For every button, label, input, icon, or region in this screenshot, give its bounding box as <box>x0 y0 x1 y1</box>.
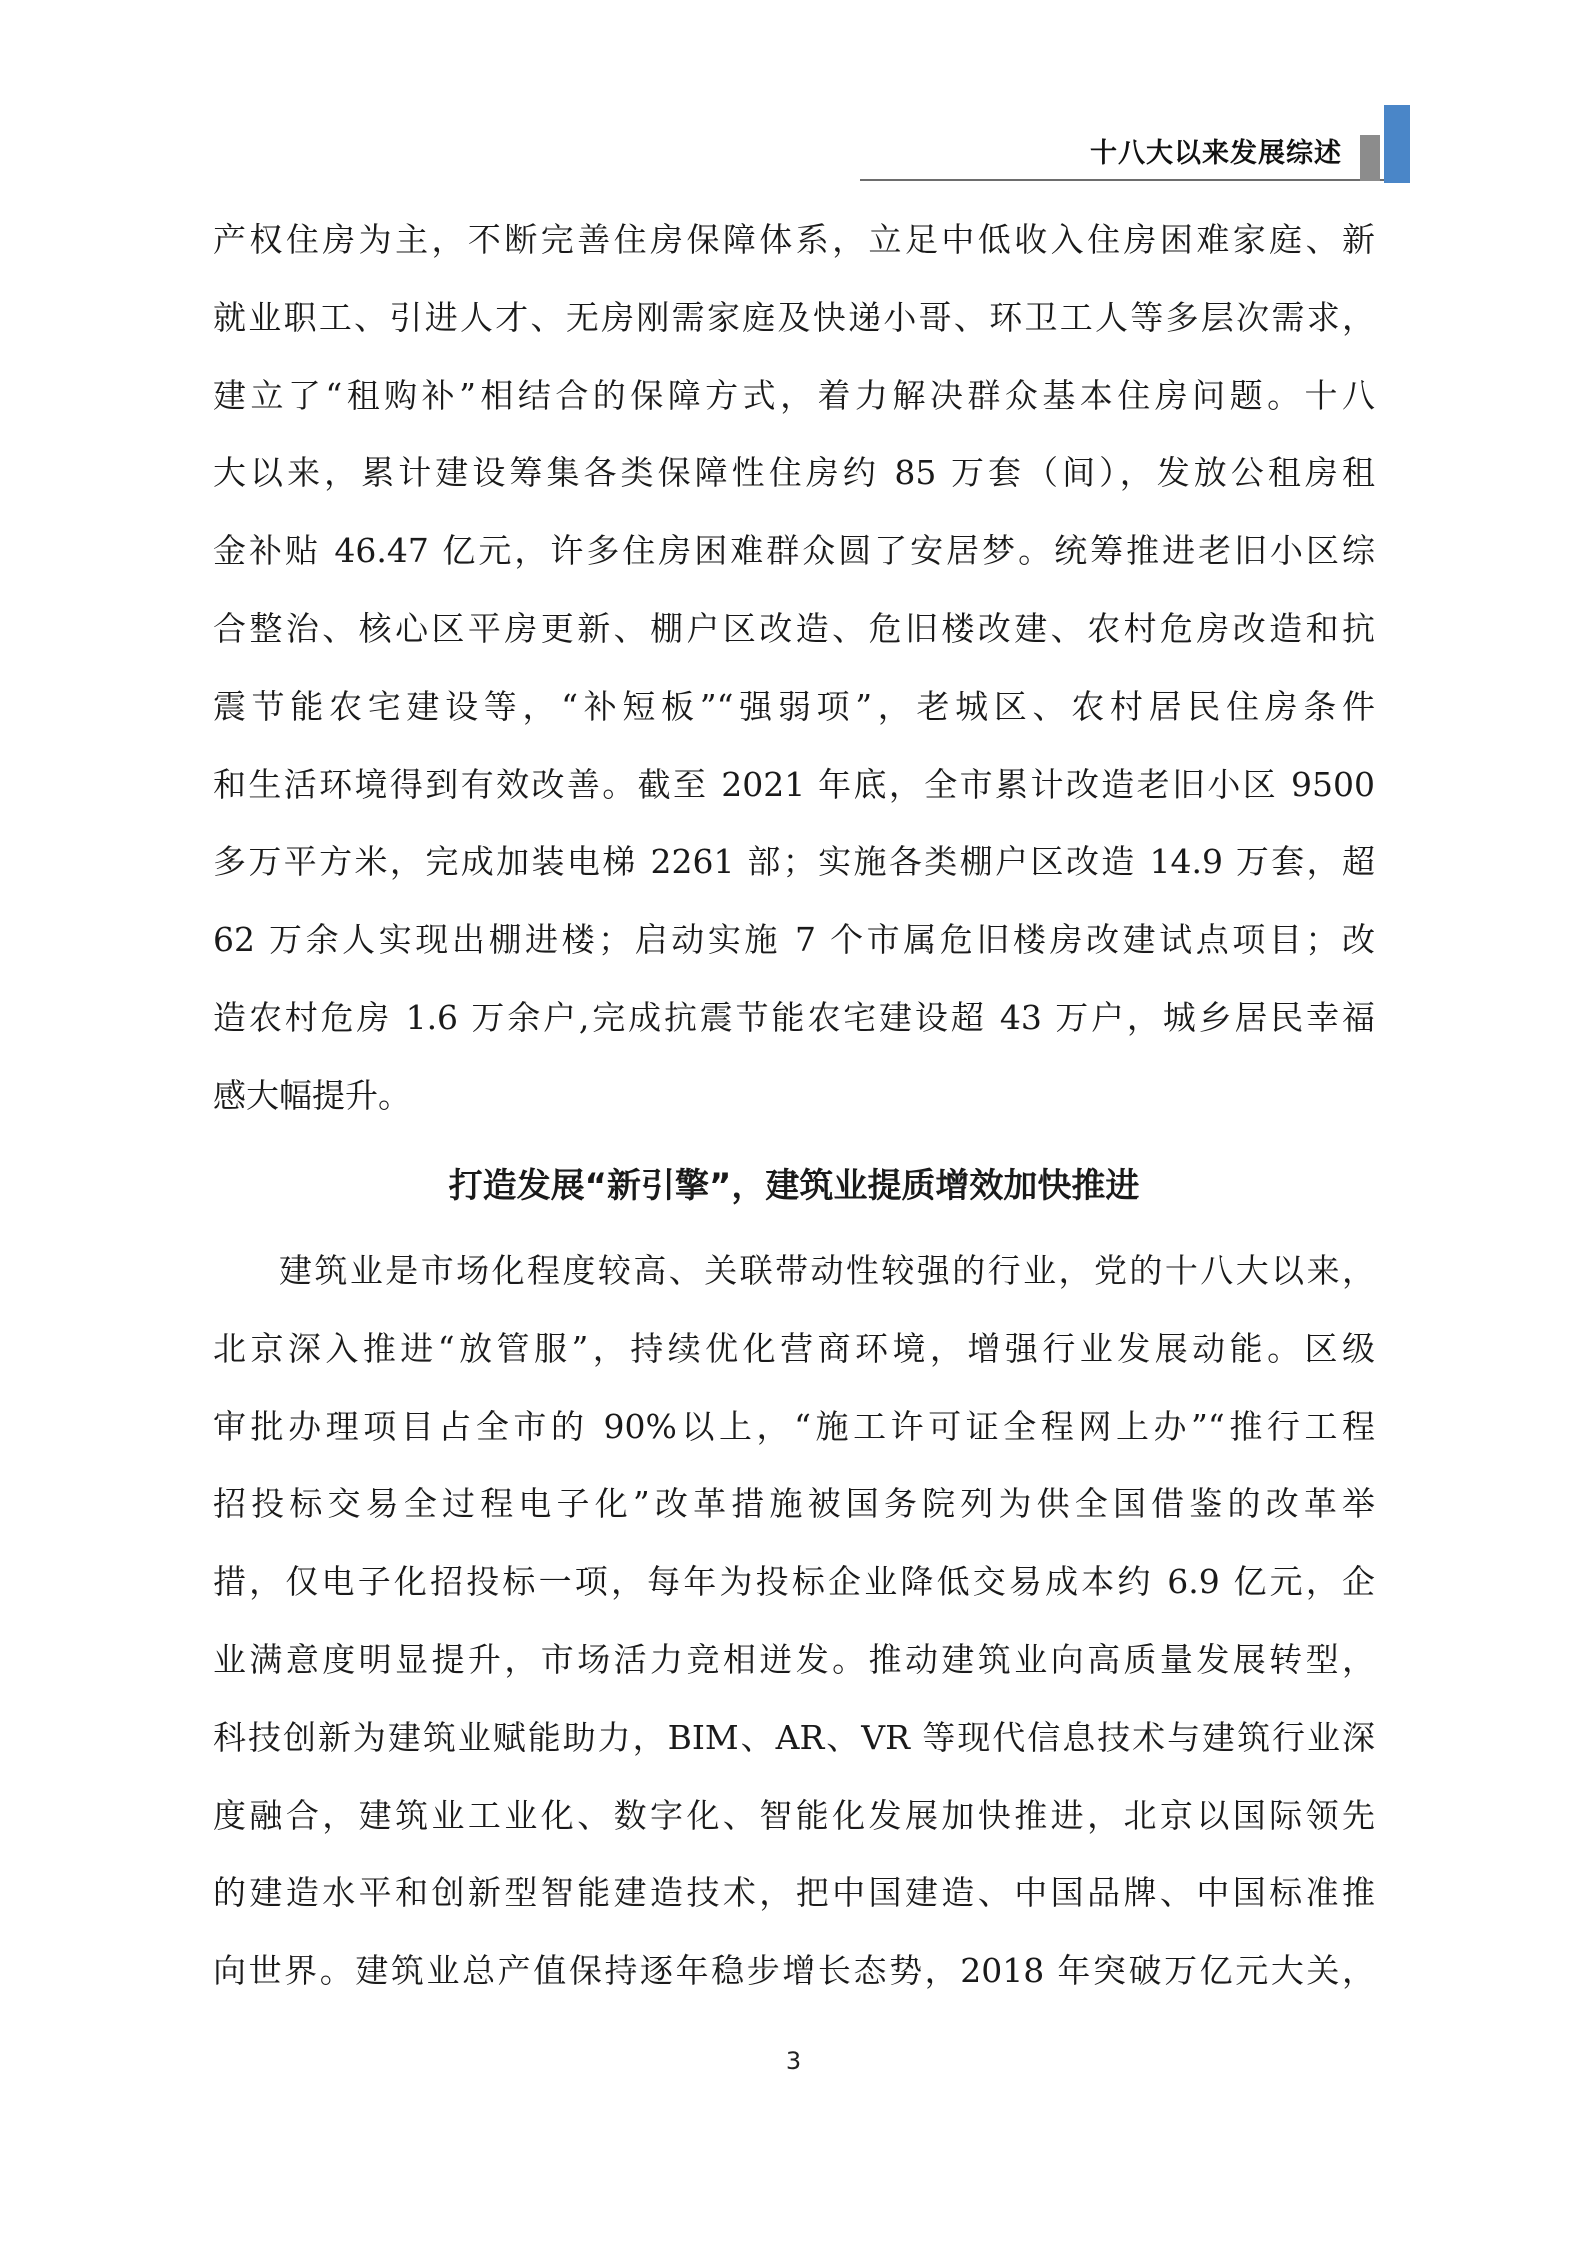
text-line: 震节能农宅建设等，“补短板”“强弱项”，老城区、农村居民住房条件 <box>213 686 1375 726</box>
text-line: 感大幅提升。 <box>213 1075 411 1115</box>
page-header <box>210 95 1410 185</box>
text-line: 审批办理项目占全市的 90%以上，“施工许可证全程网上办”“推行工程 <box>213 1406 1375 1446</box>
text-line: 措，仅电子化招投标一项，每年为投标企业降低交易成本约 6.9 亿元，企 <box>213 1562 1375 1602</box>
text-line: 金补贴 46.47 亿元，许多住房困难群众圆了安居梦。统筹推进老旧小区综 <box>213 531 1375 571</box>
text-line: 招投标交易全过程电子化”改革措施被国务院列为供全国借鉴的改革举 <box>213 1484 1375 1524</box>
text-line: 大以来，累计建设筹集各类保障性住房约 85 万套（间），发放公租房租 <box>213 453 1375 493</box>
text-line: 62 万余人实现出棚进楼；启动实施 7 个市属危旧楼房改建试点项目；改 <box>213 920 1375 960</box>
text-line: 多万平方米，完成加装电梯 2261 部；实施各类棚户区改造 14.9 万套，超 <box>213 842 1375 882</box>
text-line: 就业职工、引进人才、无房刚需家庭及快递小哥、环卫工人等多层次需求， <box>213 297 1375 337</box>
text-line: 的建造水平和创新型智能建造技术，把中国建造、中国品牌、中国标准推 <box>213 1873 1375 1913</box>
text-line: 产权住房为主，不断完善住房保障体系，立足中低收入住房困难家庭、新 <box>213 220 1375 259</box>
header-rule <box>860 179 1410 181</box>
text-line: 向世界。建筑业总产值保持逐年稳步增长态势，2018 年突破万亿元大关， <box>213 1951 1375 1991</box>
section-heading: 打造发展“新引擎”，建筑业提质增效加快推进 <box>448 1166 1140 1206</box>
paragraph-housing <box>213 201 1375 1135</box>
text-line: 和生活环境得到有效改善。截至 2021 年底，全市累计改造老旧小区 9500 <box>213 764 1375 804</box>
text-line: 业满意度明显提升，市场活力竞相迸发。推动建筑业向高质量发展转型， <box>213 1639 1375 1679</box>
page-number: 3 <box>785 2047 802 2075</box>
text-line: 科技创新为建筑业赋能助力，BIM、AR、VR 等现代信息技术与建筑行业深 <box>213 1717 1375 1757</box>
text-line: 建立了“租购补”相结合的保障方式，着力解决群众基本住房问题。十八 <box>213 375 1375 415</box>
paragraph-construction <box>213 1232 1375 2010</box>
text-line: 合整治、核心区平房更新、棚户区改造、危旧楼改建、农村危房改造和抗 <box>213 608 1375 648</box>
text-line: 北京深入推进“放管服”，持续优化营商环境，增强行业发展动能。区级 <box>213 1328 1375 1368</box>
header-accent-bar-blue <box>1384 105 1410 183</box>
header-accent-bar-grey <box>1360 135 1380 181</box>
header-title: 十八大以来发展综述 <box>1090 138 1342 169</box>
text-line: 建筑业是市场化程度较高、关联带动性较强的行业，党的十八大以来， <box>279 1251 1375 1290</box>
text-line: 造农村危房 1.6 万余户,完成抗震节能农宅建设超 43 万户，城乡居民幸福 <box>213 997 1375 1037</box>
text-line: 度融合，建筑业工业化、数字化、智能化发展加快推进，北京以国际领先 <box>213 1795 1375 1835</box>
